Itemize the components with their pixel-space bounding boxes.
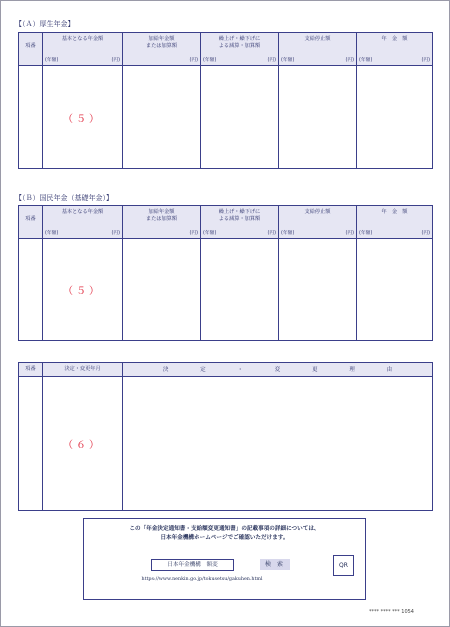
cell <box>201 239 279 341</box>
section-c-table <box>18 362 433 511</box>
header-early-late-adjustment: 繰上げ・繰下げに よる減算・加算額 (年額) (円) <box>201 33 279 66</box>
notice-text: この「年金決定通知書・支給額変更通知書」の記載事項の詳細については、 日本年金機構ホームページでご確認いただけます。 <box>129 526 320 541</box>
header-pension-amount: 年 金 額 (年額) (円) <box>357 206 433 239</box>
section-a-title: 【（Ａ）厚生年金】 <box>15 20 75 28</box>
qr-code-icon: QR <box>333 555 354 576</box>
section-b-table <box>18 205 433 341</box>
cell <box>279 66 357 169</box>
header-pension-amount: 年 金 額 (年額) (円) <box>357 33 433 66</box>
header-item-number: 項番 <box>19 33 43 66</box>
cell <box>279 239 357 341</box>
header-suspended-amount: 支給停止額 (年額) (円) <box>279 33 357 66</box>
header-additional-amount: 加給年金額 または加算額 (円) <box>123 33 201 66</box>
cell <box>201 66 279 169</box>
annotation-mark-5: （５） <box>43 66 123 169</box>
annotation-mark-5: （５） <box>43 239 123 341</box>
header-suspended-amount: 支給停止額 (年額) (円) <box>279 206 357 239</box>
page-code: **** **** *** 1054 <box>369 609 414 615</box>
header-item-number: 項番 <box>19 206 43 239</box>
cell <box>123 377 433 511</box>
cell <box>19 66 43 169</box>
website-notice-box <box>83 518 366 600</box>
section-b-title: 【（Ｂ）国民年金（基礎年金）】 <box>15 194 113 202</box>
search-term-box: 日本年金機構 額変 <box>151 559 234 571</box>
header-reason: 決 定 ・ 変 更 理 由 <box>123 363 433 377</box>
cell <box>123 66 201 169</box>
cell <box>357 66 433 169</box>
header-base-amount: 基本となる年金額 (年額) (円) <box>43 33 123 66</box>
annotation-mark-6: （６） <box>43 377 123 511</box>
search-button: 検 索 <box>260 559 290 570</box>
header-early-late-adjustment: 繰上げ・繰下げに よる減算・加算額 (年額) (円) <box>201 206 279 239</box>
cell <box>357 239 433 341</box>
notice-url: https://www.nenkin.go.jp/tokusetsu/gakuhen.html <box>141 577 263 582</box>
section-a-table <box>18 32 433 169</box>
header-additional-amount: 加給年金額 または加算額 (円) <box>123 206 201 239</box>
cell <box>19 239 43 341</box>
cell <box>123 239 201 341</box>
header-item-number: 項番 <box>19 363 43 377</box>
header-base-amount: 基本となる年金額 (年額) (円) <box>43 206 123 239</box>
header-decision-date: 決定・変更年月 <box>43 363 123 377</box>
cell <box>19 377 43 511</box>
